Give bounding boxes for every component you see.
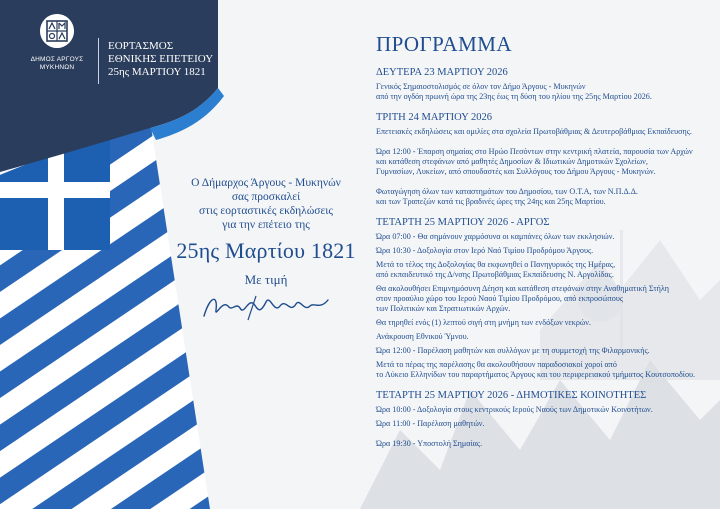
header-title-line: ΕΘΝΙΚΗΣ ΕΠΕΤΕΙΟΥ [108, 53, 214, 65]
program-item: Επετειακές εκδηλώσεις και ομιλίες στα σχολεία Πρωτοβάθμιας & Δευτεροβάθμιας Εκπαίδευσης. [376, 127, 692, 136]
header [0, 0, 220, 150]
logo-text-line: ΜΥΚΗΝΩΝ [39, 64, 75, 71]
header-title-line: ΕΟΡΤΑΣΜΟΣ [108, 40, 174, 52]
invitation-line: για την επέτειο της [222, 219, 310, 231]
header-title [108, 40, 213, 79]
invitation-line: στις εορταστικές εκδηλώσεις [199, 205, 333, 217]
municipality-logo [24, 14, 90, 72]
invitation-honor: Με τιμή [244, 272, 288, 287]
mayor-signature [196, 290, 336, 324]
day-heading: ΔΕΥΤΕΡΑ 23 ΜΑΡΤΙΟΥ 2026 [376, 67, 508, 78]
logo-text-line: ΔΗΜΟΣ ΑΡΓΟΥΣ [30, 56, 84, 63]
program-item: Ώρα 19:30 - Υποστολή Σημαίας. [376, 439, 483, 448]
logo-text [24, 56, 90, 72]
program-item: Ώρα 07:00 - Θα σημάνουν χαρμόσυνα οι καμπάνες όλων των εκκλησιών. [376, 232, 615, 241]
program-item: Μετά το τέλος της Δοξολογίας θα εκφωνηθεί ο Πανηγυρικός της Ημέρας, από εκπαιδευτικό της Δ/νσης Πρωτοβάθμιας Εκπαίδευσης Ν. Αργολίδας. [376, 260, 616, 279]
header-title-line: 25ης ΜΑΡΤΙΟΥ 1821 [108, 66, 206, 78]
program [376, 32, 712, 459]
program-item: Γενικός Σημαιοστολισμός σε όλον τον Δήμο Άργους - Μυκηνών από την ογδόη πρωινή ώρα της 23ης έως τη δύση του ηλίου της 25ης Μαρτίου 2026. [376, 82, 652, 101]
program-day [376, 217, 712, 380]
municipality-emblem-icon [40, 14, 74, 48]
program-day [376, 112, 712, 207]
program-title: ΠΡΟΓΡΑΜΜΑ [376, 32, 513, 56]
invitation-line: Ο Δήμαρχος Άργους - Μυκηνών [191, 177, 341, 189]
program-item: Θα τηρηθεί ενός (1) λεπτού σιγή στη μνήμη των ενδόξων νεκρών. [376, 318, 591, 327]
program-item: Ώρα 10:30 - Δοξολογία στον Ιερό Ναό Τιμίου Προδρόμου Άργους. [376, 246, 594, 255]
invitation-date: 25ης Μαρτίου 1821 [176, 238, 356, 263]
invitation [176, 176, 356, 324]
program-item: Μετά το πέρας της παρέλασης θα ακολουθήσουν παραδοσιακοί χοροί από το Λύκειο Ελληνίδων του παραρτήματος Άργους και του περιφερειακού τμήματος Κουτσοποδίου. [376, 360, 696, 379]
program-item: Ώρα 10:00 - Δοξολογία στους κεντρικούς Ιερούς Ναούς των Δημοτικών Κοινοτήτων. [376, 405, 653, 414]
program-day [376, 67, 712, 102]
day-heading: ΤΕΤΑΡΤΗ 25 ΜΑΡΤΙΟΥ 2026 - ΔΗΜΟΤΙΚΕΣ ΚΟΙΝΟΤΗΤΕΣ [376, 390, 647, 401]
invitation-line: σας προσκαλεί [231, 191, 301, 203]
header-divider [98, 38, 99, 84]
day-heading: ΤΡΙΤΗ 24 ΜΑΡΤΙΟΥ 2026 [376, 112, 493, 123]
program-item: Ανάκρουση Εθνικού Ύμνου. [376, 332, 469, 341]
day-heading: ΤΕΤΑΡΤΗ 25 ΜΑΡΤΙΟΥ 2026 - ΑΡΓΟΣ [376, 217, 550, 228]
program-item: Ώρα 11:00 - Παρέλαση μαθητών. [376, 419, 485, 428]
program-item: Ώρα 12:00 - Έπαρση σημαίας στο Ηρώο Πεσόντων στην κεντρική πλατεία, παρουσία των Αρχών και κατάθεση στεφάνων από μαθητές Δημοσίων & Ιδιωτικών Δημοτικών Σχολείων, Γυμνασίων, Λυκείων, από σπουδαστές και Συλλόγους του Δήμου Άργους - Μυκηνών. [376, 147, 693, 176]
program-item: Φωταγώγηση όλων των καταστημάτων του Δημοσίου, των Ο.Τ.Α, των Ν.Π.Δ.Δ. και των Τραπεζών κατά τις βραδινές ώρες της 24ης και 25ης Μαρτίου. [376, 187, 638, 206]
program-day [376, 390, 712, 449]
program-item: Θα ακολουθήσει Επιμνημόσυνη Δέηση και κατάθεση στεφάνων στην Αναθηματική Στήλη στον προαύλιο χώρο του Ιερού Ναού Τιμίου Προδρόμου, από εκπροσώπους των Πολιτικών και Στρατιωτικών Αρχών. [376, 284, 669, 313]
program-item: Ώρα 12:00 - Παρέλαση μαθητών και συλλόγων με τη συμμετοχή της Φιλαρμονικής. [376, 346, 650, 355]
